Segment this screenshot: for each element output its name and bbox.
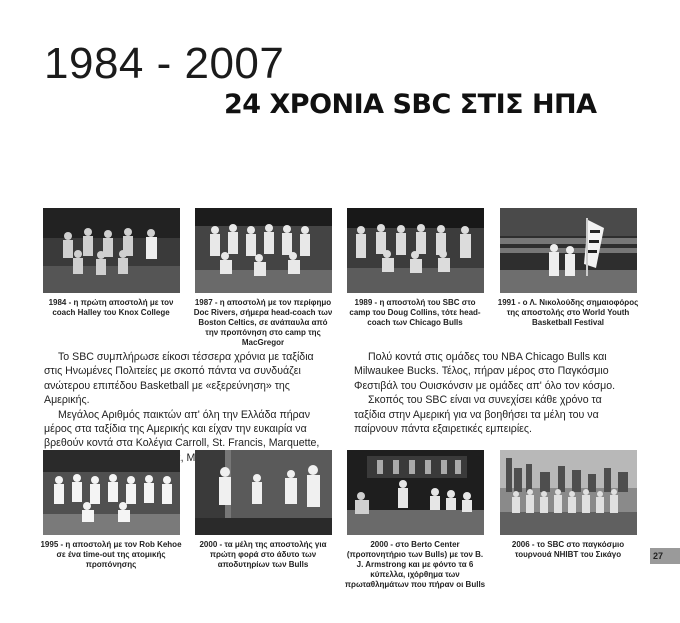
page-number: 27 xyxy=(650,548,680,564)
photo-1989-team xyxy=(347,208,484,293)
caption-2000-locker-room: 2000 - τα μέλη της αποστολής για πρώτη φορά στο άδυτο των αποδυτηρίων των Bulls xyxy=(199,540,327,569)
page-headline: 24 ΧΡΟΝΙΑ SBC ΣΤΙΣ ΗΠΑ xyxy=(224,89,597,120)
photo-1995-team xyxy=(43,450,180,535)
body-left-paragraph-1: Το SBC συμπλήρωσε είκοσι τέσσερα χρόνια με ταξίδια στις Ηνωμένες Πολιτείες με σκοπό πάντα να συνδυάζει ανώτερου επιπέδου Basketball με «εξερεύνηση» της Αμερικής. xyxy=(44,351,314,407)
photo-2000-berto-center xyxy=(347,450,484,535)
caption-1991: 1991 - ο Λ. Νικολούδης σημαιοφόρος της αποστολής στο World Youth Basketball Festival xyxy=(497,298,639,327)
body-left-paragraph-2: Μεγάλος Αριθμός παικτών απ' όλη την Ελλάδα πήραν μέρος στα ταξίδια της Αμερικής και είχαν την ευκαιρία να βρεθούν κοντά στα Κολέγια Carroll, St. Francis, Marquette, xyxy=(44,408,320,450)
caption-2000-berto-center: 2000 - στο Berto Center (προπονητήριο των Bulls) με τον B. J. Armstrong και με φόντο τα 6 κύπελλα, ιχόρθημα των πρωταθλημάτων που πήραν οι Bulls xyxy=(344,540,486,589)
caption-1995: 1995 - η αποστολή με τον Rob Kehoe σε ένα time-out της ατομικής προπόνησης xyxy=(40,540,182,569)
body-right-paragraph-2: Σκοπός του SBC είναι να συνεχίσει κάθε χρόνο τα ταξίδια στην Αμερική για να βοηθήσει τα μέλη του να παίρνουν πάντα εξαιρετικές εμπειρίες. xyxy=(354,394,602,436)
body-right-column xyxy=(354,350,632,436)
photo-2006-chicago xyxy=(500,450,637,535)
caption-1989: 1989 - η αποστολή του SBC στο camp του Doug Collins, τότε head-coach των Chicago Bulls xyxy=(349,298,481,327)
body-right-paragraph-1: Πολύ κοντά στις ομάδες του NBA Chicago Bulls και Milwaukee Bucks. Τέλος, πήραν μέρος στο Παγκόσμιο Φεστιβάλ του Ουισκόνσιν με ομάδες απ' όλο τον κόσμο. xyxy=(354,351,616,392)
photo-1987-team xyxy=(195,208,332,293)
photo-2000-locker-room xyxy=(195,450,332,535)
photo-1984-team xyxy=(43,208,180,293)
caption-1987: 1987 - η αποστολή με τον περίφημο Doc Rivers, σήμερα head-coach των Boston Celtics, σε ανάπαυλα από την προπόνηση στο camp της MacGregor xyxy=(193,298,333,347)
years-heading: 1984 - 2007 xyxy=(44,39,285,88)
photo-1991-festival xyxy=(500,208,637,293)
caption-1984: 1984 - η πρώτη αποστολή με τον coach Halley του Knox College xyxy=(48,298,174,317)
body-left-column xyxy=(44,350,322,465)
caption-2006: 2006 - το SBC στο παγκόσμιο τουρνουά NHIBT του Σικάγο xyxy=(511,540,625,559)
